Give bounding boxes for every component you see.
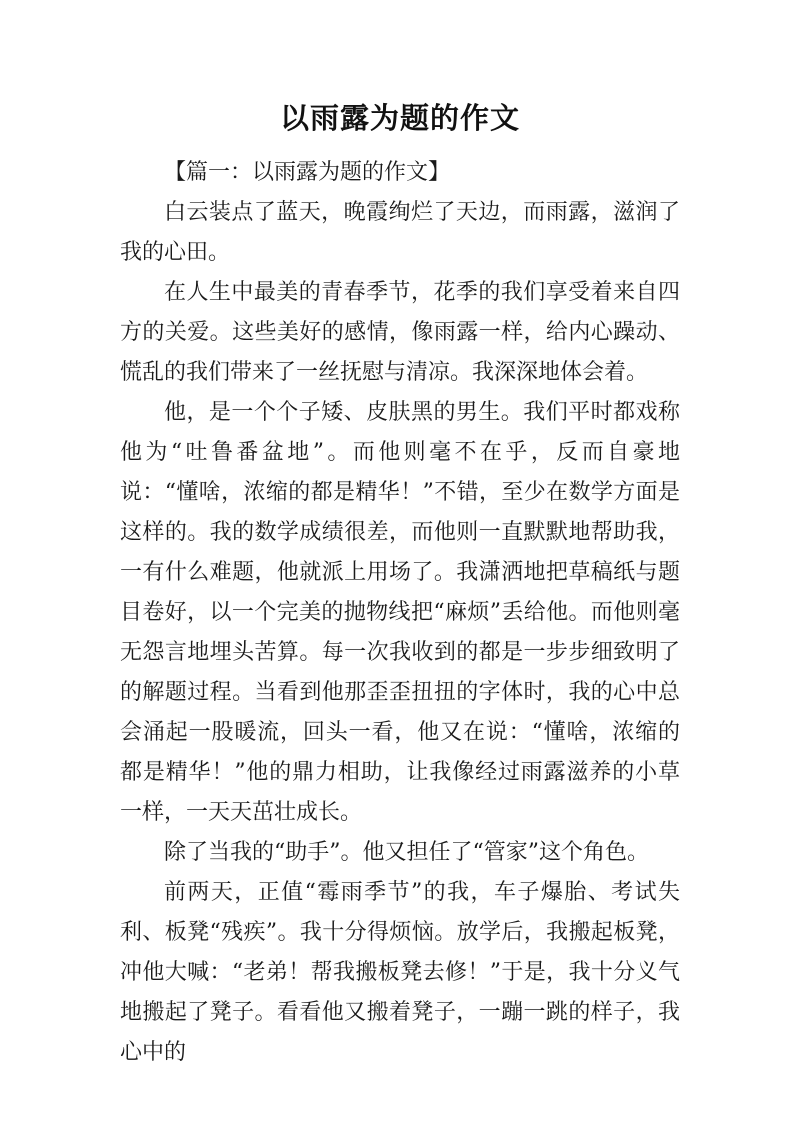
paragraph: 除了当我的“助手”。他又担任了“管家”这个角色。 xyxy=(164,840,649,865)
paragraph: 在人生中最美的青春季节，花季的我们享受着来自四方的关爱。这些美好的感情，像雨露一样，给内心躁动、慌乱的我们带来了一丝抚慰与清凉。我深深地体会着。 xyxy=(120,280,680,385)
paragraph: 前两天，正值“霉雨季节”的我，车子爆胎、考试失利、板凳“残疾”。我十分得烦恼。放学后，我搬起板凳，冲他大喊：“老弟！帮我搬板凳去修！”于是，我十分义气地搬起了凳子。看看他又搬着凳子，一蹦一跳的样子，我心中的 xyxy=(120,880,680,1065)
document-title: 以雨露为题的作文 xyxy=(279,101,520,135)
paragraph: 他，是一个个子矮、皮肤黑的男生。我们平时都戏称他为“吐鲁番盆地”。而他则毫不在乎，反而自豪地说：“懂啥，浓缩的都是精华！”不错，至少在数学方面是这样的。我的数学成绩很差，而他则一直默默地帮助我，一有什么难题，他就派上用场了。我潇洒地把草稿纸与题目卷好，以一个完美的抛物线把“麻烦”丢给他。而他则毫无怨言地埋头苦算。每一次我收到的都是一步步细致明了的解题过程。当看到他那歪歪扭扭的字体时，我的心中总会涌起一股暖流，回头一看，他又在说：“懂啥，浓缩的都是精华！”他的鼎力相助，让我像经过雨露滋养的小草一样，一天天茁壮成长。 xyxy=(120,400,680,825)
document-body xyxy=(120,153,680,1073)
paragraph: 白云装点了蓝天，晚霞绚烂了天边，而雨露，滋润了我的心田。 xyxy=(120,200,680,265)
section-heading: 【篇一：以雨露为题的作文】 xyxy=(164,160,451,185)
